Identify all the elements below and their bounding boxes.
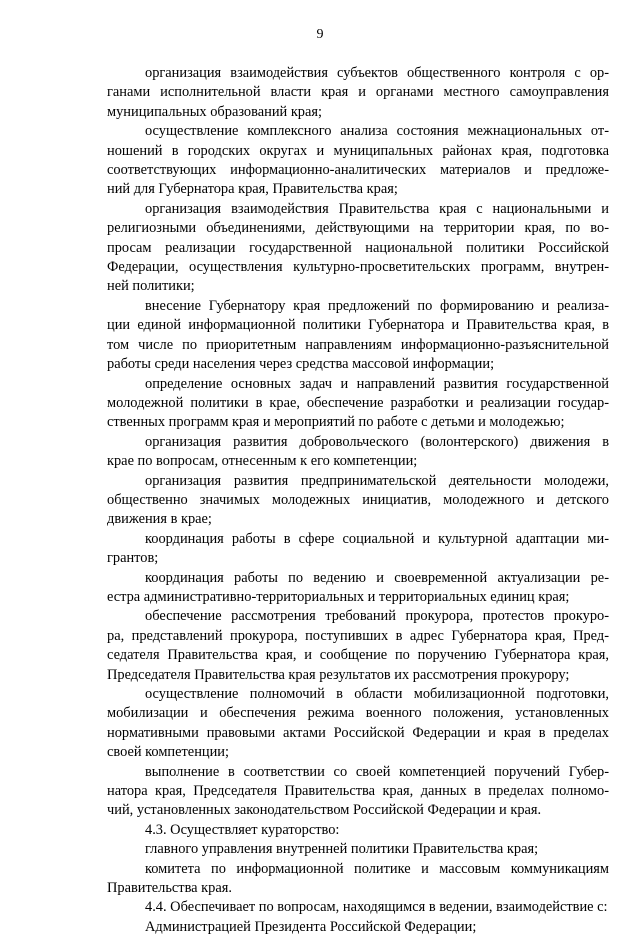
paragraph [107,569,609,608]
paragraph [107,433,609,472]
paragraph [107,898,609,917]
paragraph-line: организация взаимодействия субъектов общественного контроля с ор- [145,65,609,81]
paragraph-line: ношений в городских округах и муниципальных районах края, подготовка [107,142,609,159]
paragraph-line: ганами исполнительной власти края и органами местного самоуправления [107,84,609,101]
paragraph [107,530,609,569]
paragraph-line: Правительства края. [107,880,232,897]
paragraph [107,685,609,763]
paragraph-line: осуществление полномочий в области мобилизационной подготовки, [145,686,609,702]
paragraph [107,918,609,937]
paragraph [107,297,609,375]
page-number: 9 [316,27,324,42]
paragraph-line: организация развития добровольческого (волонтерского) движения в [145,433,609,450]
paragraph-line: натора края, Председателя Правительства края, данных в пределах полномо- [107,783,609,800]
paragraph-line: главного управления внутренней политики Правительства края; [145,841,539,858]
paragraph-line: комитета по информационной политике и массовым коммуникациям [145,860,609,877]
paragraph-line: грантов; [107,550,159,567]
paragraph-line: чий, установленных законодательством Российской Федерации и края. [107,802,542,819]
paragraph-line: Федерации, осуществления культурно-просветительских программ, внутрен- [107,259,609,276]
paragraph-line: ра, представлений прокурора, поступивших в адрес Губернатора края, Пред- [107,627,609,644]
paragraph-line: координация работы по ведению и своевременной актуализации ре- [145,569,609,586]
paragraph-line: работы среди населения через средства массовой информации; [107,356,495,373]
paragraph-line: своей компетенции; [107,744,229,761]
paragraph-line: соответствующих информационно-аналитических материалов и предложе- [107,162,609,179]
paragraph-line: Администрацией Президента Российской Федерации; [145,918,477,935]
paragraph-line: ственных программ края и мероприятий по работе с детьми и молодежью; [107,414,565,431]
paragraph-line: нормативными правовыми актами Российской Федерации и края в пределах [107,724,609,741]
paragraph [107,860,609,899]
paragraph-line: координация работы в сфере социальной и культурной адаптации ми- [145,530,609,547]
paragraph-line: просам реализации государственной национальной политики Российской [107,239,609,256]
paragraph-line: общественно значимых молодежных инициатив, молодежного и детского [107,491,609,508]
paragraph-line: крае по вопросам, отнесенным к его компетенции; [107,453,418,470]
paragraph-line: молодежной политики в крае, обеспечение разработки и реализации государ- [107,394,609,411]
paragraph-line: 4.4. Обеспечивает по вопросам, находящимся в ведении, взаимодействие с: [145,899,608,916]
paragraph [107,840,609,859]
paragraph [107,763,609,821]
paragraph-line: ней политики; [107,278,195,295]
paragraph [107,821,609,840]
paragraph-line: муниципальных образований края; [107,103,323,120]
paragraph-line: Председателя Правительства края результатов их рассмотрения прокурору; [107,666,570,683]
paragraph [107,122,609,200]
paragraph-line: 4.3. Осуществляет кураторство: [145,821,340,838]
paragraph-line: организация развития предпринимательской деятельности молодежи, [145,472,609,489]
paragraph [107,375,609,433]
paragraph-line: внесение Губернатору края предложений по формированию и реализа- [145,297,609,314]
paragraph-line: мобилизации и обеспечения режима военного положения, установленных [107,705,609,722]
paragraph-line: ний для Губернатора края, Правительства края; [107,181,398,198]
paragraph-line: ции единой информационной политики Губернатора и Правительства края, в [107,317,609,334]
paragraph-line: выполнение в соответствии со своей компетенцией поручений Губер- [145,763,609,780]
paragraph-line: седателя Правительства края, и сообщение по поручению Губернатора края, [107,647,609,664]
paragraph [107,64,609,122]
paragraph [107,607,609,685]
paragraph-line: том числе по приоритетным направлениям информационно-разъяснительной [107,336,609,353]
paragraph-line: обеспечение рассмотрения требований прокурора, протестов прокуро- [145,608,609,625]
paragraph-line: организация взаимодействия Правительства края с национальными и [145,200,609,217]
paragraph-line: религиозными объединениями, действующими на территории края, по во- [107,220,609,237]
document-body [107,64,609,937]
paragraph [107,472,609,530]
paragraph [107,200,609,297]
paragraph-line: осуществление комплексного анализа состояния межнациональных от- [145,123,609,140]
paragraph-line: определение основных задач и направлений развития государственной [145,375,609,392]
paragraph-line: естра административно-территориальных и территориальных единиц края; [107,588,570,605]
paragraph-line: движения в крае; [107,511,212,528]
